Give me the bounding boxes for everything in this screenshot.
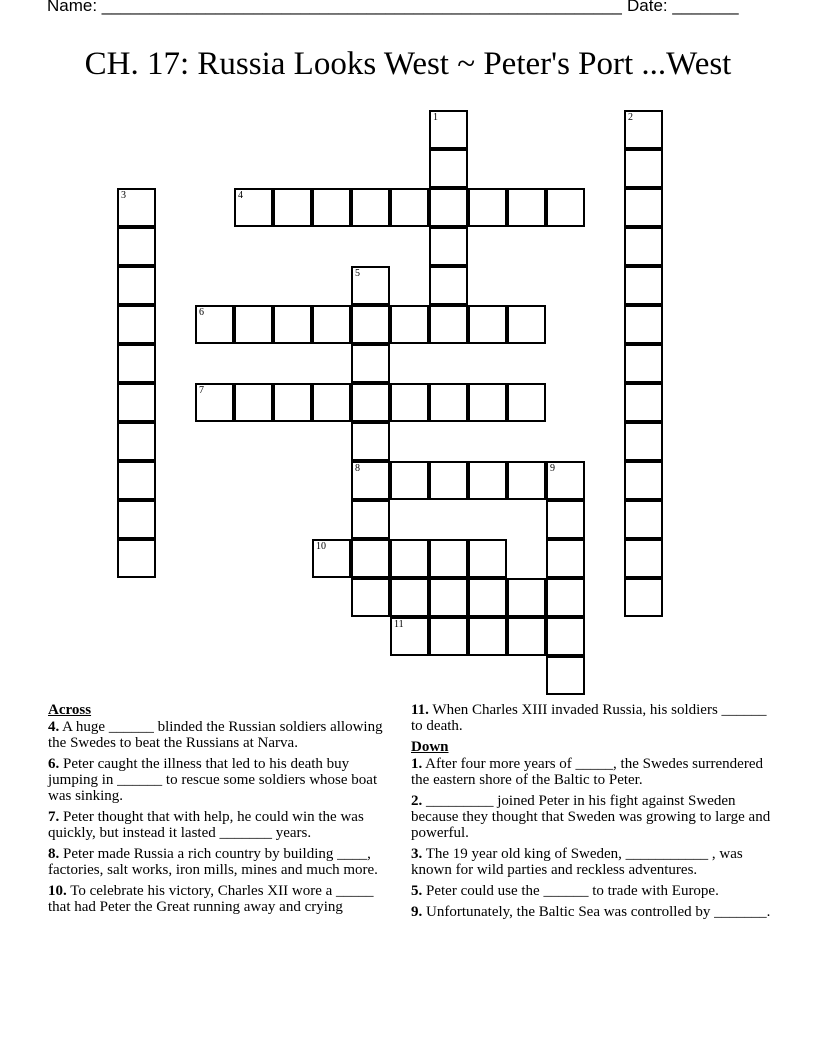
clue-across-8 [48, 846, 393, 878]
crossword-cell[interactable] [624, 110, 663, 149]
crossword-cell[interactable] [390, 539, 429, 578]
crossword-cell[interactable] [117, 383, 156, 422]
crossword-cell[interactable] [624, 149, 663, 188]
crossword-cell[interactable] [390, 461, 429, 500]
crossword-cell[interactable] [117, 188, 156, 227]
clue-text: To celebrate his victory, Charles XII wore a _____ that had Peter the Great running away and crying [48, 883, 374, 915]
crossword-cell[interactable] [624, 422, 663, 461]
crossword-cell[interactable] [468, 617, 507, 656]
crossword-cell[interactable] [351, 539, 390, 578]
crossword-cell[interactable] [429, 149, 468, 188]
clue-number-label: 11 [394, 619, 404, 630]
crossword-cell[interactable] [429, 188, 468, 227]
clue-number: 7. [48, 809, 60, 825]
crossword-cell[interactable] [624, 383, 663, 422]
crossword-cell[interactable] [624, 344, 663, 383]
crossword-cell[interactable] [507, 188, 546, 227]
clue-text: Unfortunately, the Baltic Sea was controlled by _______. [422, 904, 771, 920]
crossword-cell[interactable] [507, 617, 546, 656]
clue-across-11 [411, 702, 771, 734]
crossword-cell[interactable] [390, 617, 429, 656]
crossword-cell[interactable] [351, 266, 390, 305]
clue-text: Peter could use the ______ to trade with Europe. [422, 883, 719, 899]
clue-down-1 [411, 756, 771, 788]
crossword-cell[interactable] [195, 305, 234, 344]
crossword-cell[interactable] [273, 188, 312, 227]
crossword-cell[interactable] [507, 461, 546, 500]
clue-text: When Charles XIII invaded Russia, his soldiers ______ to death. [411, 702, 767, 734]
crossword-cell[interactable] [507, 305, 546, 344]
crossword-cell[interactable] [546, 188, 585, 227]
crossword-cell[interactable] [234, 188, 273, 227]
clue-across-6 [48, 756, 393, 804]
clue-number: 3. [411, 846, 423, 862]
crossword-cell[interactable] [624, 461, 663, 500]
clue-number-label: 9 [550, 463, 555, 474]
clue-number: 1. [411, 756, 423, 772]
clue-number-label: 1 [433, 112, 438, 123]
across-heading: Across [48, 702, 92, 718]
clue-number-label: 5 [355, 268, 360, 279]
crossword-cell[interactable] [624, 305, 663, 344]
crossword-cell[interactable] [507, 578, 546, 617]
clue-number-label: 3 [121, 190, 126, 201]
crossword-cell[interactable] [429, 266, 468, 305]
crossword-cell[interactable] [468, 383, 507, 422]
crossword-cell[interactable] [351, 344, 390, 383]
crossword-cell[interactable] [429, 227, 468, 266]
crossword-cell[interactable] [234, 383, 273, 422]
crossword-cell[interactable] [273, 383, 312, 422]
crossword-cell[interactable] [117, 461, 156, 500]
crossword-cell[interactable] [546, 617, 585, 656]
clue-text: After four more years of _____, the Swedes surrendered the eastern shore of the Baltic to Peter. [411, 756, 763, 788]
clue-number: 9. [411, 904, 423, 920]
clue-number: 6. [48, 756, 60, 772]
clue-text: _________ joined Peter in his fight against Sweden because they thought that Sweden was growing to large and powerful. [411, 793, 771, 841]
crossword-cell[interactable] [390, 188, 429, 227]
crossword-cell[interactable] [546, 578, 585, 617]
crossword-cell[interactable] [624, 578, 663, 617]
crossword-cell[interactable] [429, 305, 468, 344]
crossword-cell[interactable] [117, 344, 156, 383]
crossword-cell[interactable] [624, 188, 663, 227]
crossword-cell[interactable] [429, 461, 468, 500]
crossword-cell[interactable] [468, 461, 507, 500]
crossword-cell[interactable] [624, 539, 663, 578]
clue-number-label: 2 [628, 112, 633, 123]
crossword-cell[interactable] [195, 383, 234, 422]
crossword-cell[interactable] [351, 188, 390, 227]
crossword-cell[interactable] [390, 578, 429, 617]
clue-number-label: 7 [199, 385, 204, 396]
clue-number: 2. [411, 793, 423, 809]
crossword-cell[interactable] [468, 305, 507, 344]
crossword-cell[interactable] [429, 578, 468, 617]
crossword-cell[interactable] [312, 188, 351, 227]
crossword-cell[interactable] [312, 305, 351, 344]
crossword-cell[interactable] [117, 305, 156, 344]
crossword-cell[interactable] [351, 422, 390, 461]
clue-down-2 [411, 793, 771, 841]
clue-text: A huge ______ blinded the Russian soldiers allowing the Swedes to beat the Russians at Narva. [48, 719, 383, 751]
crossword-cell[interactable] [546, 656, 585, 695]
crossword-cell[interactable] [390, 305, 429, 344]
clue-number: 10. [48, 883, 67, 899]
page-title: CH. 17: Russia Looks West ~ Peter's Port ...West [84, 46, 732, 82]
crossword-cell[interactable] [351, 305, 390, 344]
crossword-cell[interactable] [546, 500, 585, 539]
across-clues [48, 702, 393, 920]
right-clue-column [411, 702, 771, 925]
clue-text: Peter thought that with help, he could win the was quickly, but instead it lasted _______ years. [48, 809, 364, 841]
crossword-cell[interactable] [312, 383, 351, 422]
clue-text: Peter made Russia a rich country by building ____, factories, salt works, iron mills, mines and much more. [48, 846, 378, 878]
clue-number: 8. [48, 846, 60, 862]
crossword-cell[interactable] [117, 500, 156, 539]
clue-across-10 [48, 883, 393, 915]
clue-number-label: 4 [238, 190, 243, 201]
crossword-cell[interactable] [273, 305, 312, 344]
clue-down-3 [411, 846, 771, 878]
crossword-cell[interactable] [468, 539, 507, 578]
crossword-cell[interactable] [351, 461, 390, 500]
clue-number: 4. [48, 719, 60, 735]
clue-number: 5. [411, 883, 423, 899]
clue-number-label: 8 [355, 463, 360, 474]
clue-number: 11. [411, 702, 429, 718]
clue-down-9 [411, 904, 771, 920]
crossword-cell[interactable] [312, 539, 351, 578]
down-heading: Down [411, 739, 449, 755]
crossword-cell[interactable] [624, 500, 663, 539]
crossword-cell[interactable] [117, 227, 156, 266]
clue-number-label: 10 [316, 541, 326, 552]
crossword-cell[interactable] [390, 383, 429, 422]
crossword-cell[interactable] [117, 422, 156, 461]
crossword-cell[interactable] [468, 578, 507, 617]
crossword-cell[interactable] [117, 266, 156, 305]
date-field-line[interactable]: Date: _______ [627, 0, 739, 15]
clue-across-4 [48, 719, 393, 751]
crossword-cell[interactable] [429, 383, 468, 422]
crossword-cell[interactable] [624, 227, 663, 266]
crossword-cell[interactable] [429, 110, 468, 149]
crossword-cell[interactable] [624, 266, 663, 305]
crossword-cell[interactable] [468, 188, 507, 227]
crossword-cell[interactable] [429, 539, 468, 578]
crossword-cell[interactable] [351, 578, 390, 617]
clue-text: The 19 year old king of Sweden, ___________ , was known for wild parties and reckless adventures. [411, 846, 743, 878]
crossword-cell[interactable] [546, 461, 585, 500]
clue-down-5 [411, 883, 771, 899]
crossword-cell[interactable] [507, 383, 546, 422]
crossword-cell[interactable] [351, 500, 390, 539]
crossword-cell[interactable] [117, 539, 156, 578]
crossword-cell[interactable] [546, 539, 585, 578]
crossword-cell[interactable] [351, 383, 390, 422]
clue-text: Peter caught the illness that led to his death buy jumping in ______ to rescue some soldiers whose boat was sinking. [48, 756, 378, 804]
crossword-cell[interactable] [429, 617, 468, 656]
clue-number-label: 6 [199, 307, 204, 318]
crossword-cell[interactable] [234, 305, 273, 344]
clue-across-7 [48, 809, 393, 841]
name-field-line[interactable]: Name: _______________________________________________________ [47, 0, 622, 15]
